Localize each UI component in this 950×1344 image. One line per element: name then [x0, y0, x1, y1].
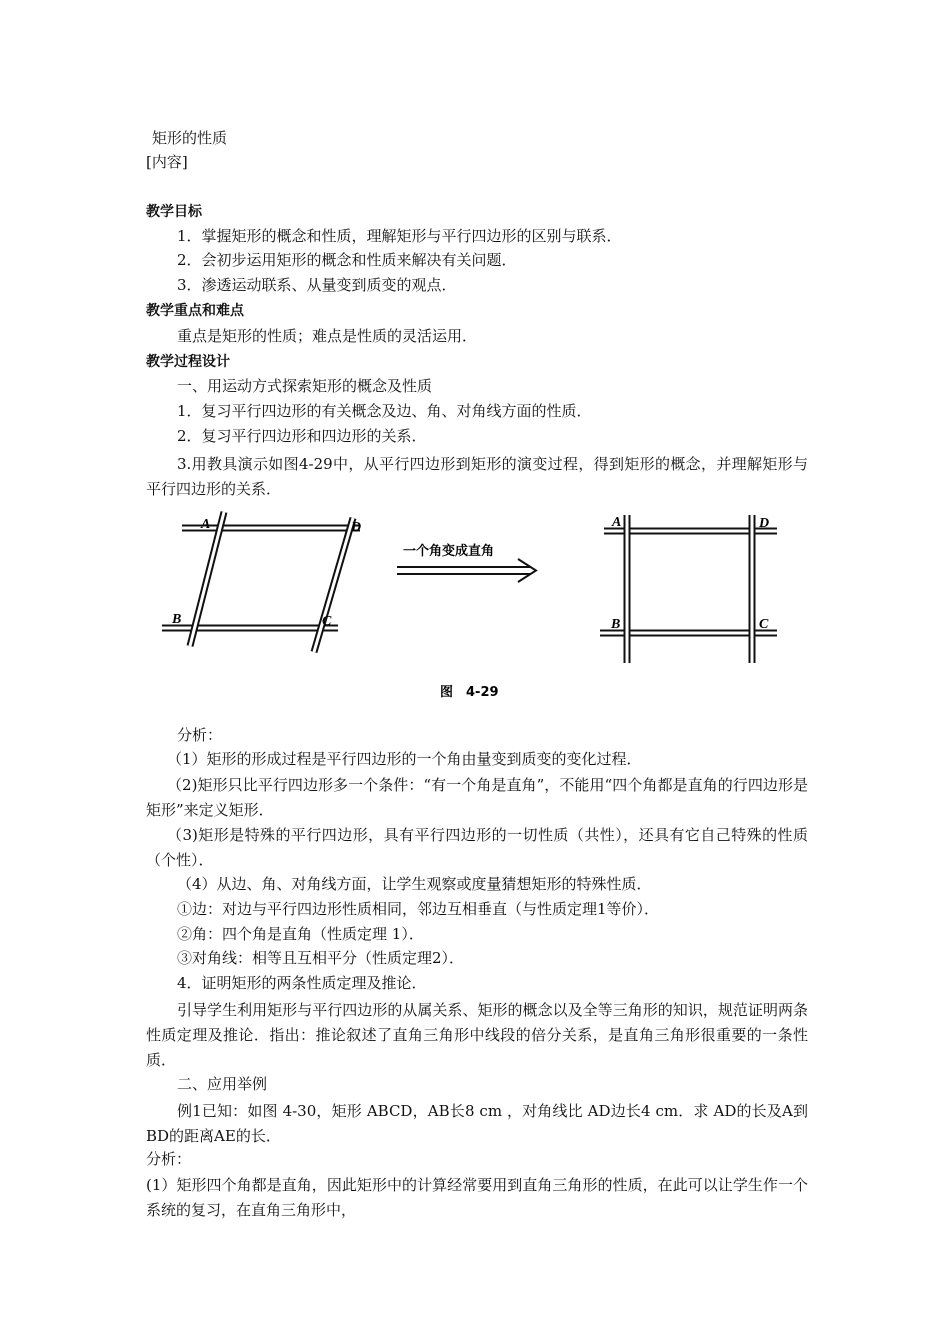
analysis-item: ①边：对边与平行四边形性质相同，邻边互相垂直（与性质定理1等价）． — [177, 900, 660, 918]
part1-item: 3.用教具演示如图4-29中，从平行四边形到矩形的演变过程，得到矩形的概念，并理解矩形与平行四边形的关系． — [146, 455, 808, 498]
arrow-label: 一个角变成直角 — [403, 544, 495, 559]
double-arrow-icon — [397, 559, 536, 582]
goal-item: 2．会初步运用矩形的概念和性质来解决有关问题． — [177, 251, 517, 269]
process-heading: 教学过程设计 — [146, 354, 230, 370]
label-a-left: A — [201, 517, 211, 532]
key-heading: 教学重点和难点 — [146, 303, 244, 319]
label-c-left: C — [322, 614, 332, 629]
label-c-right: C — [759, 617, 769, 632]
goal-item: 3．渗透运动联系、从量变到质变的观点． — [177, 276, 457, 294]
part1-item: 1．复习平行四边形的有关概念及边、角、对角线方面的性质． — [177, 402, 592, 420]
figure-4-29 — [0, 505, 950, 705]
content-tag: [内容] — [146, 153, 188, 171]
label-b-left: B — [172, 612, 182, 627]
analysis-heading: 分析： — [177, 726, 223, 744]
part2-analysis-heading: 分析： — [146, 1150, 192, 1168]
label-d-right: D — [759, 516, 770, 531]
part2-title: 二、应用举例 — [177, 1075, 268, 1093]
analysis-item: 引导学生利用矩形与平行四边形的从属关系、矩形的概念以及全等三角形的知识，规范证明两条性质定理及推论．指出：推论叙述了直角三角形中线段的倍分关系，是直角三角形很重要的一条性质． — [146, 1001, 808, 1069]
goals-heading: 教学目标 — [146, 204, 202, 220]
label-d-left: D — [351, 520, 362, 535]
example-1: 例1已知：如图 4-30，矩形 ABCD，AB长8 cm ，对角线比 AD边长4 cm．求 AD的长及A到BD的距离AE的长． — [146, 1102, 808, 1145]
analysis-item: （1）矩形的形成过程是平行四边形的一个角由量变到质变的变化过程． — [167, 750, 642, 768]
parallelogram-figure — [162, 512, 360, 652]
doc-title: 矩形的性质 — [152, 129, 228, 147]
analysis-item: （4）从边、角、对角线方面，让学生观察或度量猜想矩形的特殊性质． — [177, 875, 652, 893]
figure-caption: 图 4-29 — [440, 685, 499, 700]
label-b-right: B — [611, 617, 621, 632]
part2-analysis-text: (1）矩形四个角都是直角，因此矩形中的计算经常要用到直角三角形的性质，在此可以让学生作一个系统的复习，在直角三角形中， — [146, 1176, 808, 1219]
analysis-item: ②角：四个角是直角（性质定理 1）． — [177, 925, 424, 943]
part1-title: 一、用运动方式探索矩形的概念及性质 — [177, 377, 433, 395]
goal-item: 1．掌握矩形的概念和性质，理解矩形与平行四边形的区别与联系． — [177, 227, 622, 245]
analysis-item: 4．证明矩形的两条性质定理及推论． — [177, 974, 427, 992]
key-text: 重点是矩形的性质；难点是性质的灵活运用． — [177, 327, 478, 345]
analysis-item: （2)矩形只比平行四边形多一个条件：“有一个角是直角”，不能用“四个角都是直角的行四边形是矩形”来定义矩形． — [146, 776, 808, 819]
rectangle-figure — [600, 515, 777, 663]
part1-item: 2．复习平行四边形和四边形的关系． — [177, 427, 427, 445]
analysis-item: ③对角线：相等且互相平分（性质定理2）． — [177, 949, 465, 967]
analysis-item: （3)矩形是特殊的平行四边形，具有平行四边形的一切性质（共性），还具有它自己特殊的性质（个性）． — [146, 826, 808, 869]
label-a-right: A — [612, 515, 622, 530]
